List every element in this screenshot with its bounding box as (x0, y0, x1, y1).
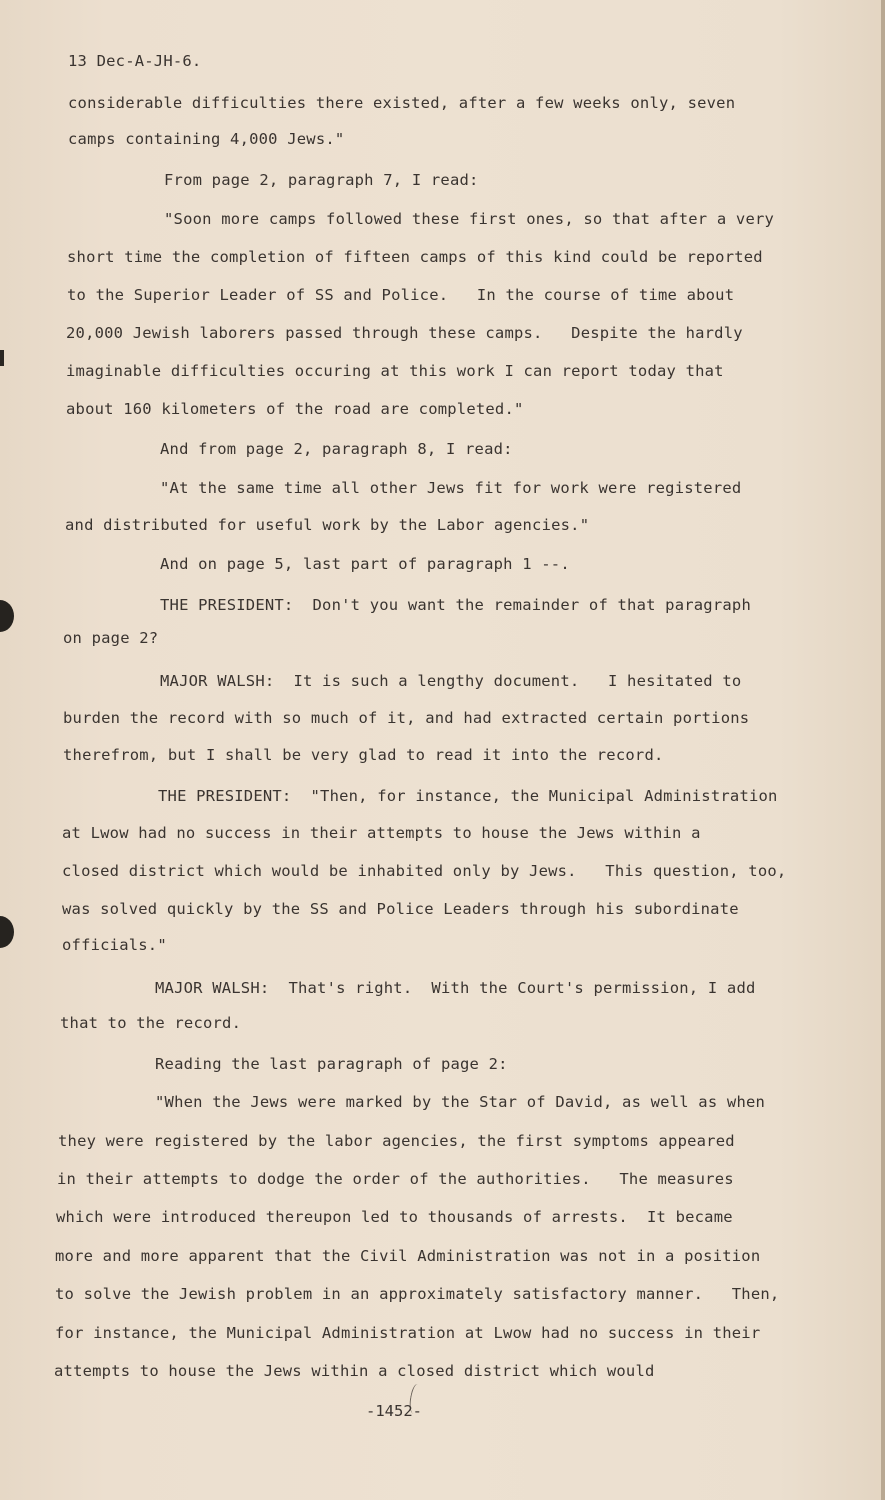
text-line: "Soon more camps followed these first ones, so that after a very (164, 210, 775, 228)
text-line: and distributed for useful work by the Labor agencies." (65, 516, 590, 534)
text-line: they were registered by the labor agencies, the first symptoms appeared (58, 1132, 735, 1150)
text-line: From page 2, paragraph 7, I read: (164, 171, 479, 189)
text-line: more and more apparent that the Civil Administration was not in a position (55, 1247, 761, 1265)
text-line: which were introduced thereupon led to thousands of arrests. It became (56, 1208, 733, 1226)
document-header: 13 Dec-A-JH-6. (68, 52, 202, 70)
margin-mark (0, 350, 4, 366)
text-line: MAJOR WALSH: It is such a lengthy document. I hesitated to (160, 672, 742, 690)
text-line: "When the Jews were marked by the Star of David, as well as when (155, 1093, 766, 1111)
page-number: -1452- (366, 1402, 422, 1420)
text-line: considerable difficulties there existed, after a few weeks only, seven (68, 94, 736, 112)
text-line: for instance, the Municipal Administration at Lwow had no success in their (55, 1324, 761, 1342)
text-line: THE PRESIDENT: "Then, for instance, the Municipal Administration (158, 787, 778, 805)
text-line: therefrom, but I shall be very glad to read it into the record. (63, 746, 664, 764)
text-line: THE PRESIDENT: Don't you want the remainder of that paragraph (160, 596, 751, 614)
text-line: that to the record. (60, 1014, 242, 1032)
text-line: officials." (62, 936, 167, 954)
text-line: attempts to house the Jews within a closed district which would (54, 1362, 655, 1380)
text-line: on page 2? (63, 629, 159, 647)
page-edge (881, 0, 885, 1500)
text-line: And from page 2, paragraph 8, I read: (160, 440, 513, 458)
text-line: was solved quickly by the SS and Police Leaders through his subordinate (62, 900, 739, 918)
text-line: to solve the Jewish problem in an approximately satisfactory manner. Then, (55, 1285, 780, 1303)
punch-hole-top (0, 600, 14, 632)
text-line: "At the same time all other Jews fit for work were registered (160, 479, 742, 497)
text-line: Reading the last paragraph of page 2: (155, 1055, 508, 1073)
text-line: imaginable difficulties occuring at this work I can report today that (66, 362, 724, 380)
text-line: to the Superior Leader of SS and Police. In the course of time about (67, 286, 735, 304)
text-line: about 160 kilometers of the road are completed." (66, 400, 524, 418)
text-line: short time the completion of fifteen camps of this kind could be reported (67, 248, 763, 266)
text-line: closed district which would be inhabited only by Jews. This question, too, (62, 862, 787, 880)
text-line: in their attempts to dodge the order of the authorities. The measures (57, 1170, 734, 1188)
text-line: And on page 5, last part of paragraph 1 --. (160, 555, 570, 573)
text-line: 20,000 Jewish laborers passed through these camps. Despite the hardly (66, 324, 743, 342)
text-line: at Lwow had no success in their attempts to house the Jews within a (62, 824, 701, 842)
text-line: camps containing 4,000 Jews." (68, 130, 345, 148)
punch-hole-bottom (0, 916, 14, 948)
text-line: burden the record with so much of it, and had extracted certain portions (63, 709, 750, 727)
text-line: MAJOR WALSH: That's right. With the Court's permission, I add (155, 979, 756, 997)
